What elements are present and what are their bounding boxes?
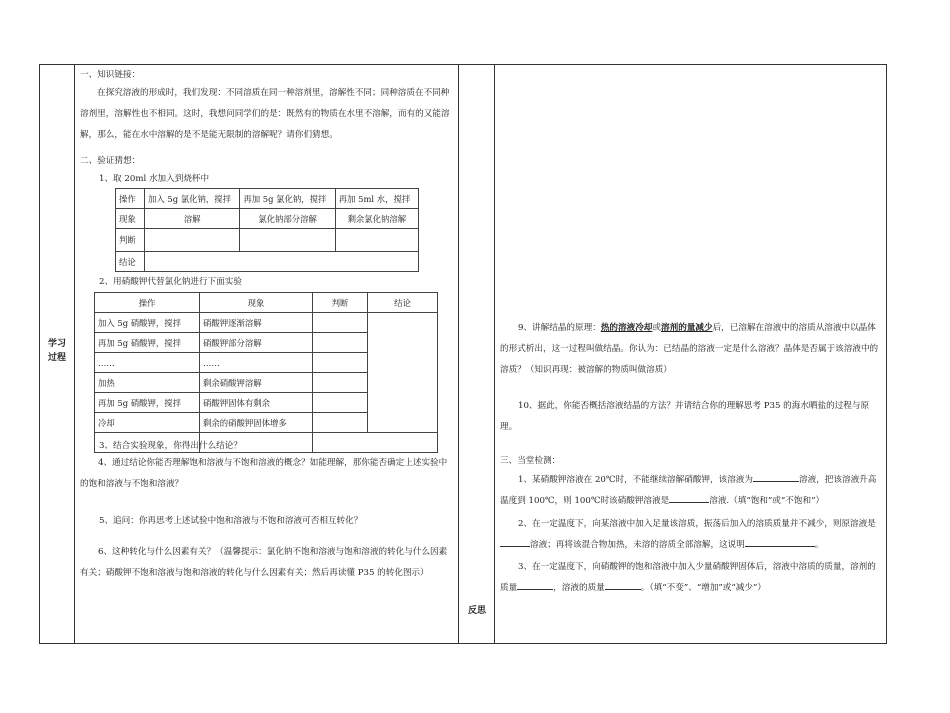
divider-left	[74, 64, 75, 644]
test-question-1: 1、某硝酸钾溶液在 20℃时，不能继续溶解硝酸钾，该溶液为 溶液，把该溶液升高温度到 100℃，则 100℃时该硝酸钾溶液是 溶液.（填“饱和”或“不饱和”）	[500, 470, 880, 512]
table-cell: 操作	[95, 293, 200, 313]
table-cell: 硝酸钾逐渐溶解	[200, 313, 313, 333]
table-cell: 加热	[95, 373, 200, 393]
table-cell: 加入 5g 硝酸钾，搅拌	[95, 313, 200, 333]
table-cell: 硝酸钾部分溶解	[200, 333, 313, 353]
answer-blank	[753, 472, 799, 482]
table-1	[115, 188, 419, 272]
table-row	[116, 252, 419, 272]
table-cell: 剩余的硝酸钾固体增多	[200, 413, 313, 433]
step-9-paragraph: 9、讲解结晶的原理：热的溶液冷却或溶剂的量减少后，已溶解在溶液中的溶质从溶液中以晶体的形式析出，这一过程叫做结晶。你认为：已结晶的溶液一定是什么溶液？晶体是否属于该溶液中的溶质？（知识再现：被溶解的物质叫做溶质）	[500, 323, 879, 375]
table-cell: 判断	[116, 229, 145, 252]
table-cell	[313, 373, 368, 393]
table-cell: 再加 5g 氯化钠，搅拌	[240, 189, 335, 209]
keyword-cooling: 热的溶液冷却	[600, 323, 653, 333]
table-cell: 结论	[116, 252, 145, 272]
table-cell	[145, 229, 240, 252]
table-cell: ……	[200, 353, 313, 373]
table-cell	[240, 229, 335, 252]
table-cell: 再加 5g 硝酸钾，搅拌	[95, 333, 200, 353]
step-5-text: 5、追问：你再思考上述试验中饱和溶液与不饱和溶液可否相互转化？	[99, 516, 363, 526]
table-cell	[335, 229, 418, 252]
test-question-3: 3、在一定温度下，向硝酸钾的饱和溶液中加入少量硝酸钾固体后，溶液中溶质的质量，溶剂的质量 ，溶液的质量 。（填“不变”、“增加”或“减少”）	[500, 562, 876, 593]
table-cell: 硝酸钾固体有剩余	[200, 393, 313, 413]
table-cell	[313, 353, 368, 373]
table-cell	[145, 252, 419, 272]
table-cell: 再加 5g 硝酸钾，搅拌	[95, 393, 200, 413]
step-2-text: 2、用硝酸钾代替氯化钠进行下面实验	[99, 277, 242, 287]
table-cell: 剩余氯化钠溶解	[335, 209, 418, 229]
table-cell: 再加 5ml 水，搅拌	[335, 189, 418, 209]
table-row	[116, 209, 419, 229]
divider-right	[494, 64, 495, 644]
table-row	[116, 189, 419, 209]
divider-middle	[458, 64, 459, 644]
answer-blank	[745, 537, 815, 547]
keyword-solvent-reduction: 溶剂的量减少	[661, 323, 713, 333]
table-cell	[368, 313, 438, 433]
table-cell: 判断	[313, 293, 368, 313]
answer-blank	[605, 580, 641, 590]
step-10-paragraph: 10、据此，你能否概括溶液结晶的方法？并请结合你的理解思考 P35 的海水晒盐的过程与原理。	[500, 401, 870, 432]
row-label-learning-process: 学习 过程	[47, 339, 66, 363]
table-cell	[313, 333, 368, 353]
answer-blank	[500, 537, 530, 547]
answer-blank	[669, 493, 709, 503]
table-cell: 溶解	[145, 209, 240, 229]
table-cell: 现象	[200, 293, 313, 313]
section-heading-3: 三、当堂检测：	[500, 456, 561, 466]
table-cell: 氯化钠部分溶解	[240, 209, 335, 229]
table-row	[95, 293, 438, 313]
table-row	[95, 313, 438, 333]
table-cell	[313, 413, 368, 433]
answer-blank	[517, 580, 553, 590]
table-cell: 冷却	[95, 413, 200, 433]
step-1-text: 1、取 20ml 水加入到烧杯中	[99, 174, 210, 184]
section-heading-1: 一、知识链接：	[80, 70, 141, 80]
table-row	[116, 229, 419, 252]
step-6-text: 6、这种转化与什么因素有关？（温馨提示：氯化钠不饱和溶液与饱和溶液的转化与什么因素有关；硝酸钾不饱和溶液与饱和溶液的转化与什么因素有关；然后再读懂 P35 的转化图示）	[80, 547, 448, 578]
table-cell: 剩余硝酸钾溶解	[200, 373, 313, 393]
table-cell: ……	[95, 353, 200, 373]
table-cell: 操作	[116, 189, 145, 209]
section-heading-2: 二、验证猜想：	[80, 156, 141, 166]
step-3-text: 3、结合实验现象，你得出什么结论？	[99, 441, 242, 451]
table-2	[94, 292, 438, 453]
intro-paragraph: 在探究溶液的形成时，我们发现：不同溶质在同一种溶剂里，溶解性不同；同种溶质在不同种溶剂里，溶解性也不相同。这时，我想问同学们的是：既然有的物质在水里不溶解，而有的又能溶解，那么，能在水中溶解的是不是能无限制的溶解呢？请你们猜想。	[80, 88, 450, 140]
table-cell: 加入 5g 氯化钠，搅拌	[145, 189, 240, 209]
table-cell	[313, 313, 368, 333]
table-cell: 结论	[368, 293, 438, 313]
table-cell	[313, 433, 438, 453]
table-cell	[313, 393, 368, 413]
test-question-2: 2、在一定温度下，向某溶液中加入足量该溶质，振荡后加入的溶质质量并不减少，则原溶液是溶液；再将该混合物加热，未溶的溶质全部溶解，这说明 。	[500, 514, 880, 556]
row-label-reflection: 反思	[467, 606, 486, 616]
step-4-text: 4、通过结论你能否理解饱和溶液与不饱和溶液的概念？如能理解，那你能否确定上述实验中的饱和溶液与不饱和溶液？	[80, 458, 448, 489]
table-cell: 现象	[116, 209, 145, 229]
